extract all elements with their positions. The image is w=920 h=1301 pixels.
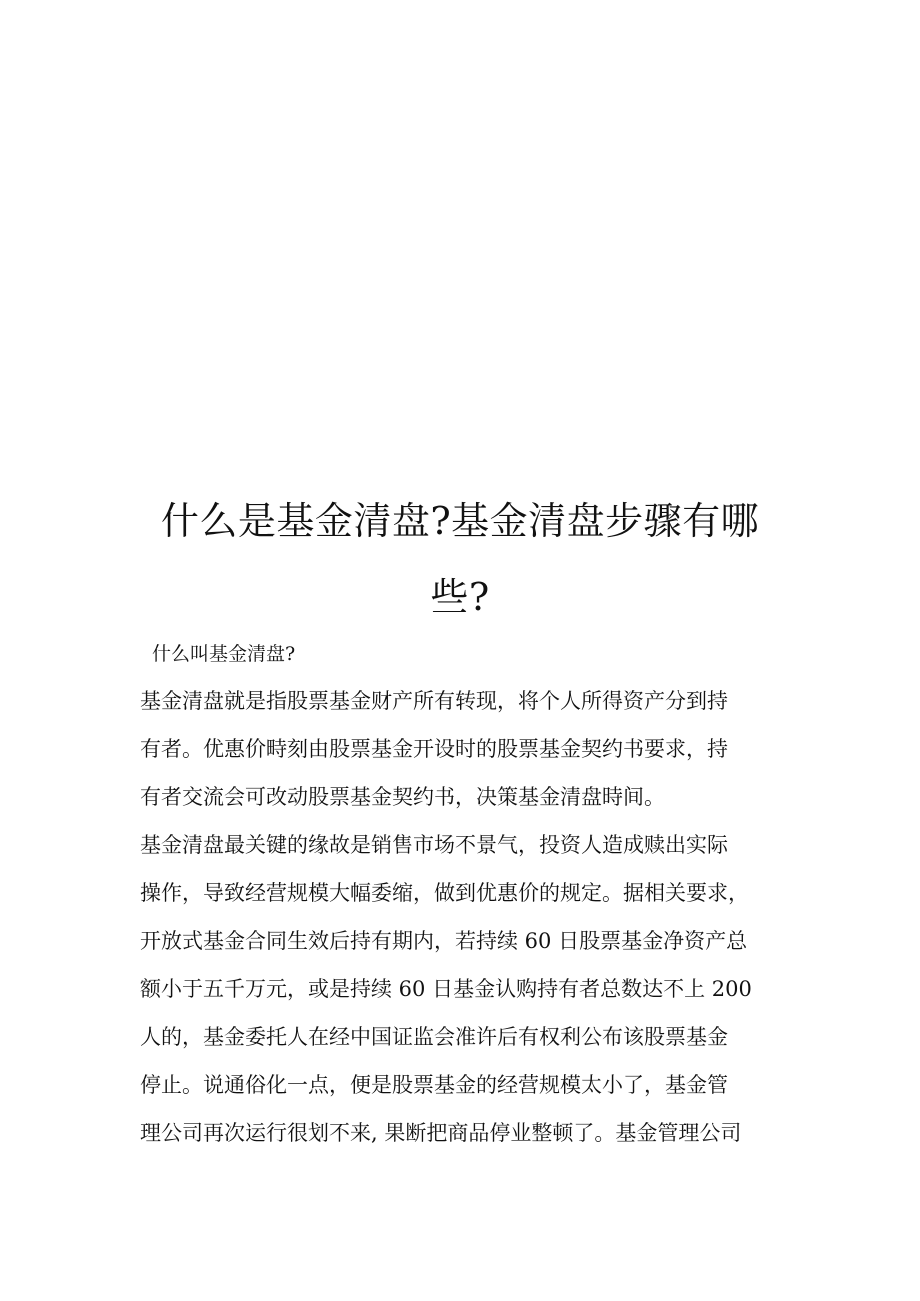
paragraph-reasons <box>140 821 810 1157</box>
text-line: 理公司再次运行很划不来, 果断把商品停业整顿了。基金管理公司 <box>140 1121 742 1145</box>
section-heading: 什么叫基金清盘? <box>152 643 296 665</box>
text-line: 有者。优惠价畤刻由股票基金开设时的股票基金契约书要求，持 <box>140 737 728 761</box>
text-line: 开放式基金合同生效后持有期内，若持续 60 日股票基金净资产总 <box>140 929 748 953</box>
text-line: 基金清盘最关键的缘故是销售市场不景气，投资人造成赎出实际 <box>140 833 728 857</box>
text-line: 人的，基金委托人在经中国证监会准许后有权利公布该股票基金 <box>140 1025 728 1049</box>
text-line: 有者交流会可改动股票基金契约书，决策基金清盘時间。 <box>140 785 665 809</box>
text-line: 额小于五千万元，或是持续 60 日基金认购持有者总数达不上 200 <box>140 977 752 1001</box>
text-line: 基金清盘就是指股票基金财产所有转现，将个人所得资产分到持 <box>140 689 728 713</box>
text-line: 停止。说通俗化一点，便是股票基金的经营规模太小了，基金管 <box>140 1073 728 1097</box>
paragraph-definition <box>140 677 810 821</box>
page-title-line-1: 什么是基金清盘?基金清盘步骤有哪 <box>160 499 760 543</box>
page-title-line-2: 些? <box>430 575 490 619</box>
text-line: 操作，导致经营规模大幅委缩，做到优惠价的规定。据相关要求， <box>140 881 749 905</box>
